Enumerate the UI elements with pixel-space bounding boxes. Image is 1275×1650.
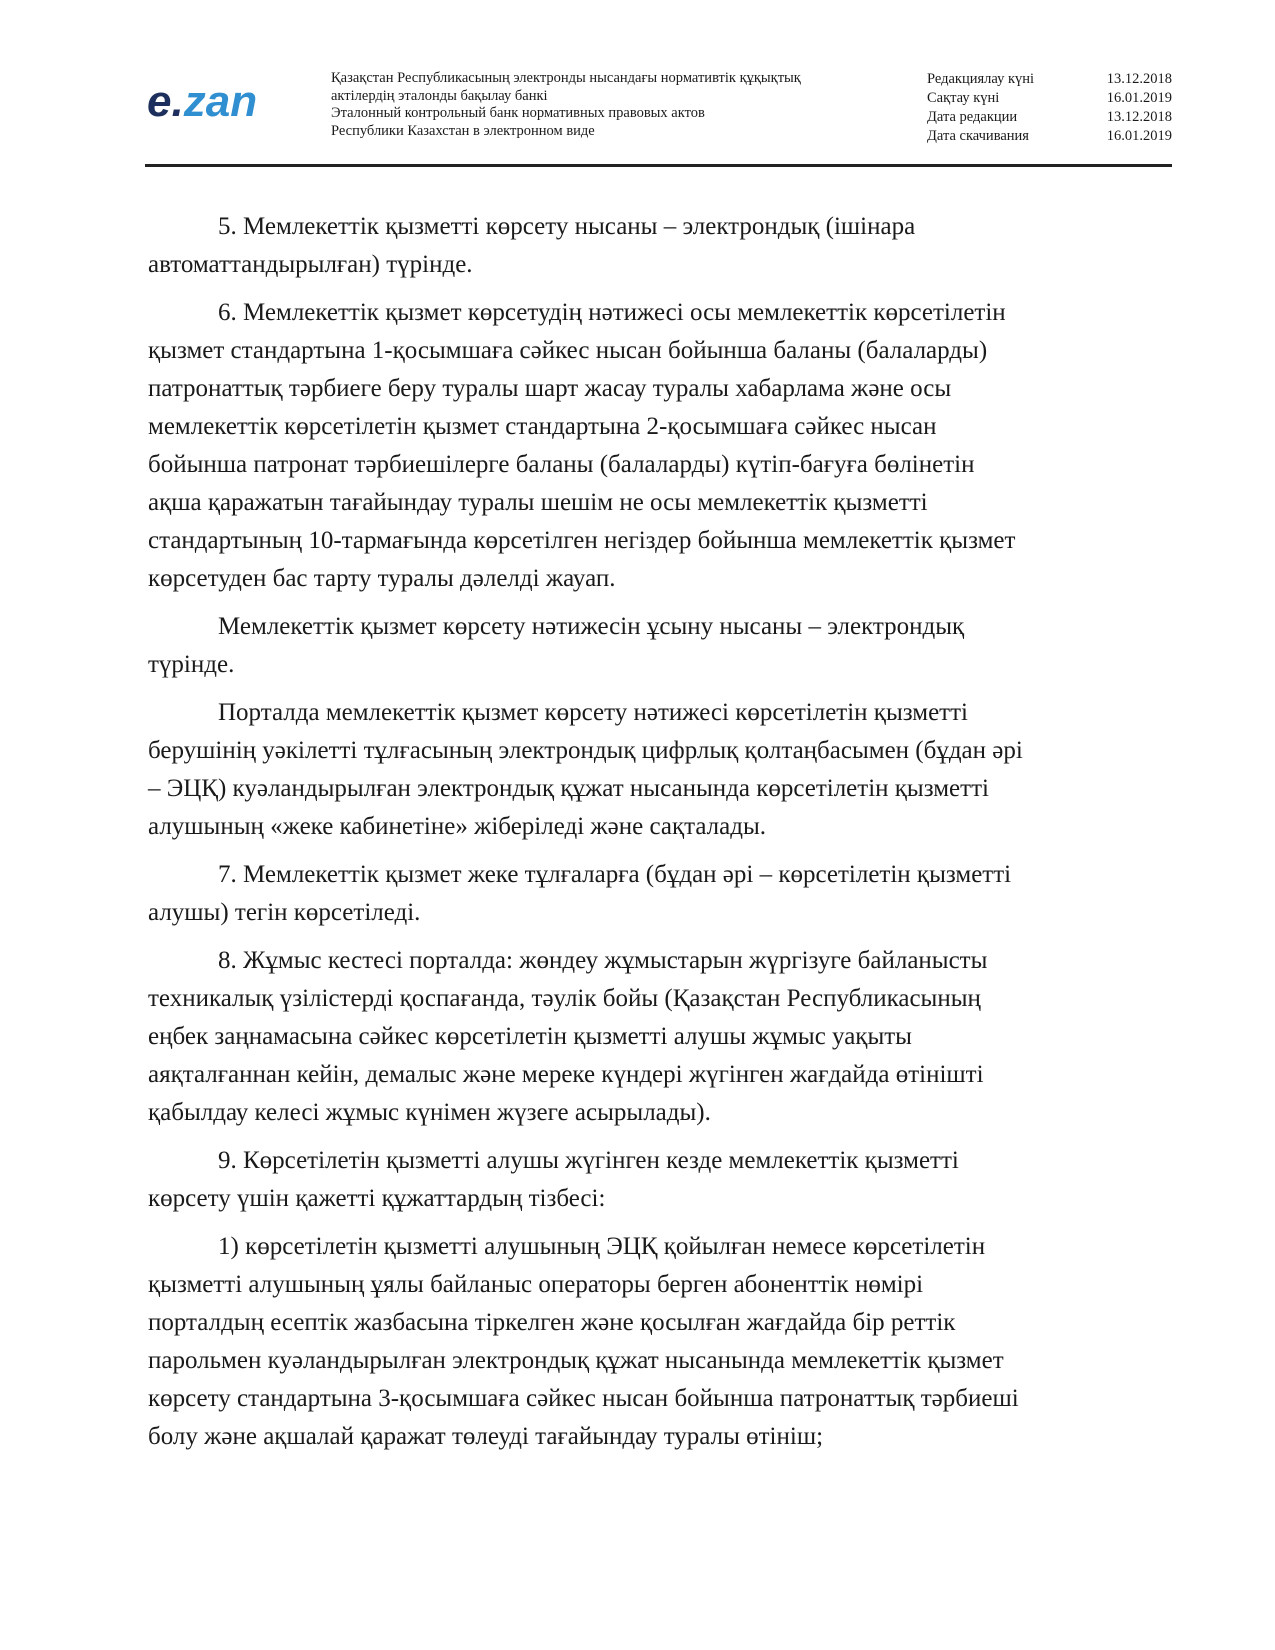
paragraph-line: бойынша патронат тәрбиешілерге баланы (балаларды) күтіп-бағуға бөлінетін xyxy=(148,451,975,478)
header-description xyxy=(331,70,871,140)
meta-row-edit-date-kz xyxy=(927,70,1172,89)
paragraph-item-7 xyxy=(148,856,1158,932)
document-header xyxy=(145,68,1172,166)
paragraph-line: болу және ақшалай қаражат төлеуді тағайындау туралы өтініш; xyxy=(148,1423,824,1450)
paragraph-line: алушының «жеке кабинетіне» жіберіледі және сақталады. xyxy=(148,813,767,840)
paragraph-line: автоматтандырылған) түрінде. xyxy=(148,251,473,278)
paragraph-line: техникалық үзілістерді қоспағанда, тәулік бойы (Қазақстан Республикасының xyxy=(148,985,981,1012)
meta-row-download-date-ru xyxy=(927,127,1172,146)
header-description-line: Қазақстан Республикасының электронды нысандағы нормативтік құқықтық xyxy=(331,70,801,86)
paragraph-line: қызметті алушының ұялы байланыс операторы берген абоненттік нөмірі xyxy=(148,1271,924,1298)
paragraph-item-9-1 xyxy=(148,1228,1158,1456)
paragraph-line: парольмен куәландырылған электрондық құжат нысанында мемлекеттік қызмет xyxy=(148,1347,1004,1374)
header-meta xyxy=(927,70,1172,146)
paragraph-line: көрсету үшін қажетті құжаттардың тізбесі: xyxy=(148,1185,606,1212)
paragraph-line: порталдың есептік жазбасына тіркелген және қосылған жағдайда бір реттік xyxy=(148,1309,956,1336)
ezan-logo: e.zan xyxy=(147,77,258,126)
paragraph-line: 7. Мемлекеттік қызмет жеке тұлғаларға (бұдан әрі – көрсетілетін қызметті xyxy=(218,861,1012,888)
meta-label: Редакциялау күні xyxy=(927,71,1035,87)
paragraph-line: еңбек заңнамасына сәйкес көрсетілетін қызметті алушы жұмыс уақыты xyxy=(148,1023,912,1050)
paragraph-line: Порталда мемлекеттік қызмет көрсету нәтижесі көрсетілетін қызметті xyxy=(218,699,968,726)
paragraph-line: 1) көрсетілетін қызметті алушының ЭЦҚ қойылған немесе көрсетілетін xyxy=(218,1233,986,1260)
header-description-line: Эталонный контрольный банк нормативных правовых актов xyxy=(331,105,705,121)
paragraph-item-9 xyxy=(148,1142,1158,1218)
meta-row-edit-date-ru xyxy=(927,108,1172,127)
meta-value: 16.01.2019 xyxy=(1106,128,1172,144)
paragraph-item-6 xyxy=(148,294,1158,598)
meta-label: Дата скачивания xyxy=(927,128,1029,144)
meta-row-save-date-kz xyxy=(927,89,1172,108)
paragraph-line: ақша қаражатын тағайындау туралы шешім не осы мемлекеттік қызметті xyxy=(148,489,928,516)
meta-value: 16.01.2019 xyxy=(1106,90,1172,106)
meta-label: Дата редакции xyxy=(927,109,1018,125)
paragraph-line: – ЭЦҚ) куәландырылған электрондық құжат нысанында көрсетілетін қызметті xyxy=(148,775,989,802)
meta-label: Сақтау күні xyxy=(927,90,1000,106)
paragraph-line: мемлекеттік көрсетілетін қызмет стандартына 2-қосымшаға сәйкес нысан xyxy=(148,413,937,440)
paragraph-line: қызмет стандартына 1-қосымшаға сәйкес нысан бойынша баланы (балаларды) xyxy=(148,337,988,364)
paragraph-line: қабылдау келесі жұмыс күнімен жүзеге асырылады). xyxy=(148,1099,711,1126)
paragraph-line: берушінің уәкілетті тұлғасының электрондық цифрлық қолтаңбасымен (бұдан әрі xyxy=(148,737,1023,764)
document-body xyxy=(148,208,1158,1466)
paragraph-line: 9. Көрсетілетін қызметті алушы жүгінген кезде мемлекеттік қызметті xyxy=(218,1147,959,1174)
header-divider xyxy=(145,164,1172,167)
header-description-line: актілердің эталонды бақылау банкі xyxy=(331,87,548,104)
header-description-line: Республики Казахстан в электронном виде xyxy=(331,122,595,139)
paragraph-line: көрсету стандартына 3-қосымшаға сәйкес нысан бойынша патронаттық тәрбиеші xyxy=(148,1385,1019,1412)
meta-value: 13.12.2018 xyxy=(1106,109,1172,125)
paragraph-line: патронаттық тәрбиеге беру туралы шарт жасау туралы хабарлама және осы xyxy=(148,375,952,402)
meta-value: 13.12.2018 xyxy=(1106,71,1172,87)
paragraph-portal-result xyxy=(148,694,1158,846)
paragraph-line: Мемлекеттік қызмет көрсету нәтижесін ұсыну нысаны – электрондық xyxy=(218,613,965,640)
paragraph-line: стандартының 10-тармағында көрсетілген негіздер бойынша мемлекеттік қызмет xyxy=(148,527,1016,554)
paragraph-line: 6. Мемлекеттік қызмет көрсетудің нәтижесі осы мемлекеттік көрсетілетін xyxy=(218,299,1006,326)
paragraph-line: 5. Мемлекеттік қызметті көрсету нысаны – электрондық (ішінара xyxy=(218,213,916,240)
paragraph-item-8 xyxy=(148,942,1158,1132)
paragraph-line: алушы) тегін көрсетіледі. xyxy=(148,899,421,926)
paragraph-item-5 xyxy=(148,208,1158,284)
paragraph-line: 8. Жұмыс кестесі порталда: жөндеу жұмыстарын жүргізуге байланысты xyxy=(218,947,988,974)
paragraph-line: түрінде. xyxy=(148,651,235,678)
paragraph-line: көрсетуден бас тарту туралы дәлелді жауап. xyxy=(148,565,616,592)
paragraph-line: аяқталғаннан кейін, демалыс және мереке күндері жүгінген жағдайда өтінішті xyxy=(148,1061,984,1088)
paragraph-result-form xyxy=(148,608,1158,684)
